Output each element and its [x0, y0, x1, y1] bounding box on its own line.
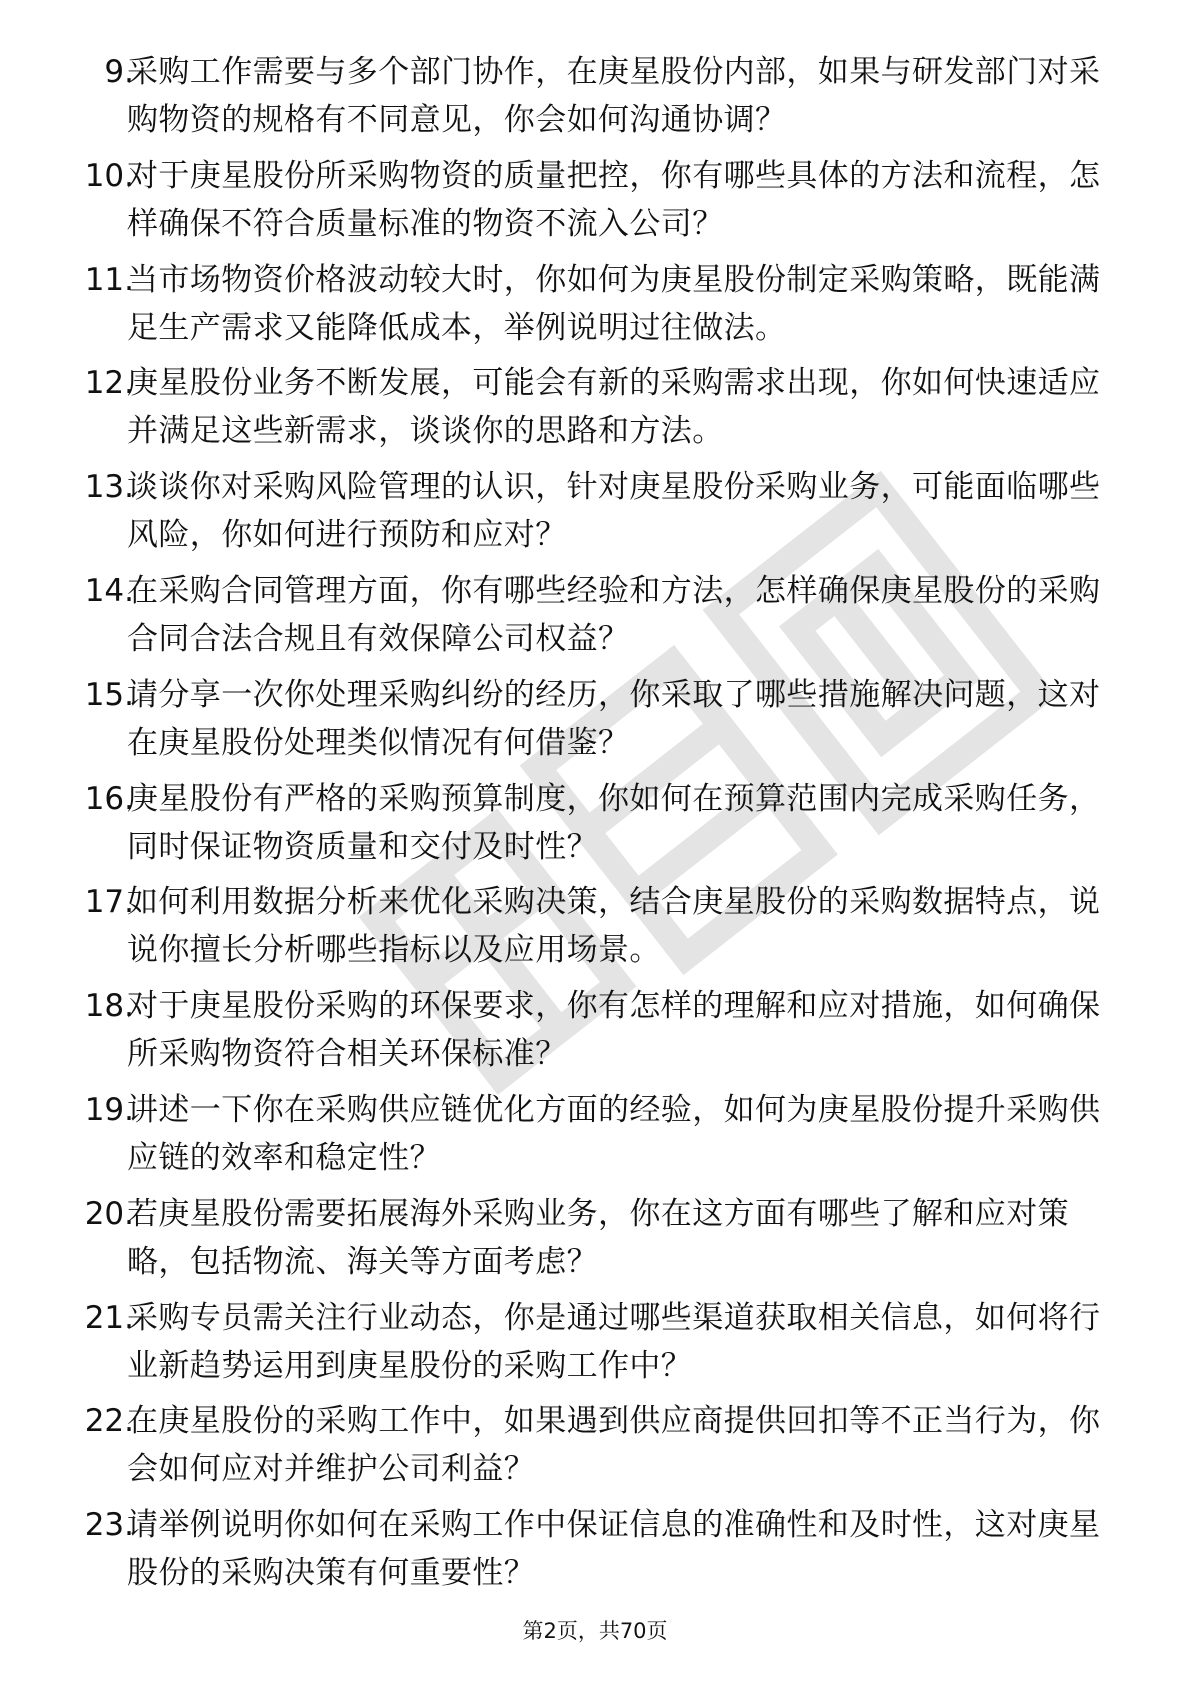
- question-item: [0, 982, 1190, 1086]
- question-item: [0, 878, 1190, 982]
- question-text: 若庚星股份需要拓展海外采购业务，你在这方面有哪些了解和应对策略，包括物流、海关等方面考虑？: [127, 1195, 1069, 1280]
- page-number: 第2页，共70页: [522, 1619, 668, 1643]
- question-item: [0, 1397, 1190, 1501]
- question-text: 讲述一下你在采购供应链优化方面的经验，如何为庚星股份提升采购供应链的效率和稳定性？: [127, 1091, 1101, 1176]
- question-item: [0, 1190, 1190, 1294]
- question-number: 12.: [84, 365, 134, 402]
- question-text: 谈谈你对采购风险管理的认识，针对庚星股份采购业务，可能面临哪些风险，你如何进行预防和应对？: [127, 469, 1101, 554]
- question-item: [0, 463, 1190, 567]
- question-number: 23.: [84, 1507, 134, 1544]
- question-number: 11.: [84, 261, 134, 298]
- question-text: 请举例说明你如何在采购工作中保证信息的准确性和及时性，这对庚星股份的采购决策有何重要性？: [127, 1507, 1101, 1592]
- question-text: 在庚星股份的采购工作中，如果遇到供应商提供回扣等不正当行为，你会如何应对并维护公司利益？: [127, 1403, 1101, 1488]
- question-item: [0, 48, 1190, 152]
- question-item: [0, 256, 1190, 360]
- question-text: 对于庚星股份所采购物资的质量把控，你有哪些具体的方法和流程，怎样确保不符合质量标准的物资不流入公司？: [127, 157, 1101, 242]
- question-item: [0, 1294, 1190, 1398]
- question-number: 17.: [84, 884, 134, 921]
- question-number: 10.: [84, 157, 134, 194]
- question-number: 9.: [104, 54, 134, 90]
- question-number: 16.: [84, 780, 134, 817]
- question-number: 15.: [84, 676, 134, 713]
- question-number: 13.: [84, 469, 134, 506]
- question-text: 庚星股份有严格的采购预算制度，你如何在预算范围内完成采购任务，同时保证物资质量和交付及时性？: [127, 780, 1101, 865]
- question-text: 对于庚星股份采购的环保要求，你有怎样的理解和应对措施，如何确保所采购物资符合相关环保标准？: [127, 988, 1101, 1073]
- question-item: [0, 671, 1190, 775]
- question-item: [0, 152, 1190, 256]
- question-item: [0, 359, 1190, 463]
- question-text: 当市场物资价格波动较大时，你如何为庚星股份制定采购策略，既能满足生产需求又能降低成本，举例说明过往做法。: [127, 261, 1101, 346]
- question-text: 如何利用数据分析来优化采购决策，结合庚星股份的采购数据特点，说说你擅长分析哪些指标以及应用场景。: [127, 884, 1101, 969]
- question-item: [0, 1501, 1190, 1605]
- question-item: [0, 567, 1190, 671]
- question-number: 19.: [84, 1091, 134, 1128]
- question-list: [0, 48, 1190, 1605]
- question-number: 20.: [84, 1195, 134, 1232]
- question-number: 22.: [84, 1403, 134, 1440]
- question-text: 在采购合同管理方面，你有哪些经验和方法，怎样确保庚星股份的采购合同合法合规且有效保障公司权益？: [127, 572, 1101, 657]
- question-number: 18.: [84, 988, 134, 1025]
- question-item: [0, 775, 1190, 879]
- question-item: [0, 1086, 1190, 1190]
- question-number: 21.: [84, 1299, 134, 1336]
- question-text: 庚星股份业务不断发展，可能会有新的采购需求出现，你如何快速适应并满足这些新需求，谈谈你的思路和方法。: [127, 365, 1101, 450]
- question-text: 采购工作需要与多个部门协作，在庚星股份内部，如果与研发部门对采购物资的规格有不同意见，你会如何沟通协调？: [127, 54, 1101, 138]
- question-text: 请分享一次你处理采购纠纷的经历，你采取了哪些措施解决问题，这对在庚星股份处理类似情况有何借鉴？: [127, 676, 1101, 761]
- question-number: 14.: [84, 572, 134, 609]
- question-text: 采购专员需关注行业动态，你是通过哪些渠道获取相关信息，如何将行业新趋势运用到庚星股份的采购工作中？: [127, 1299, 1101, 1384]
